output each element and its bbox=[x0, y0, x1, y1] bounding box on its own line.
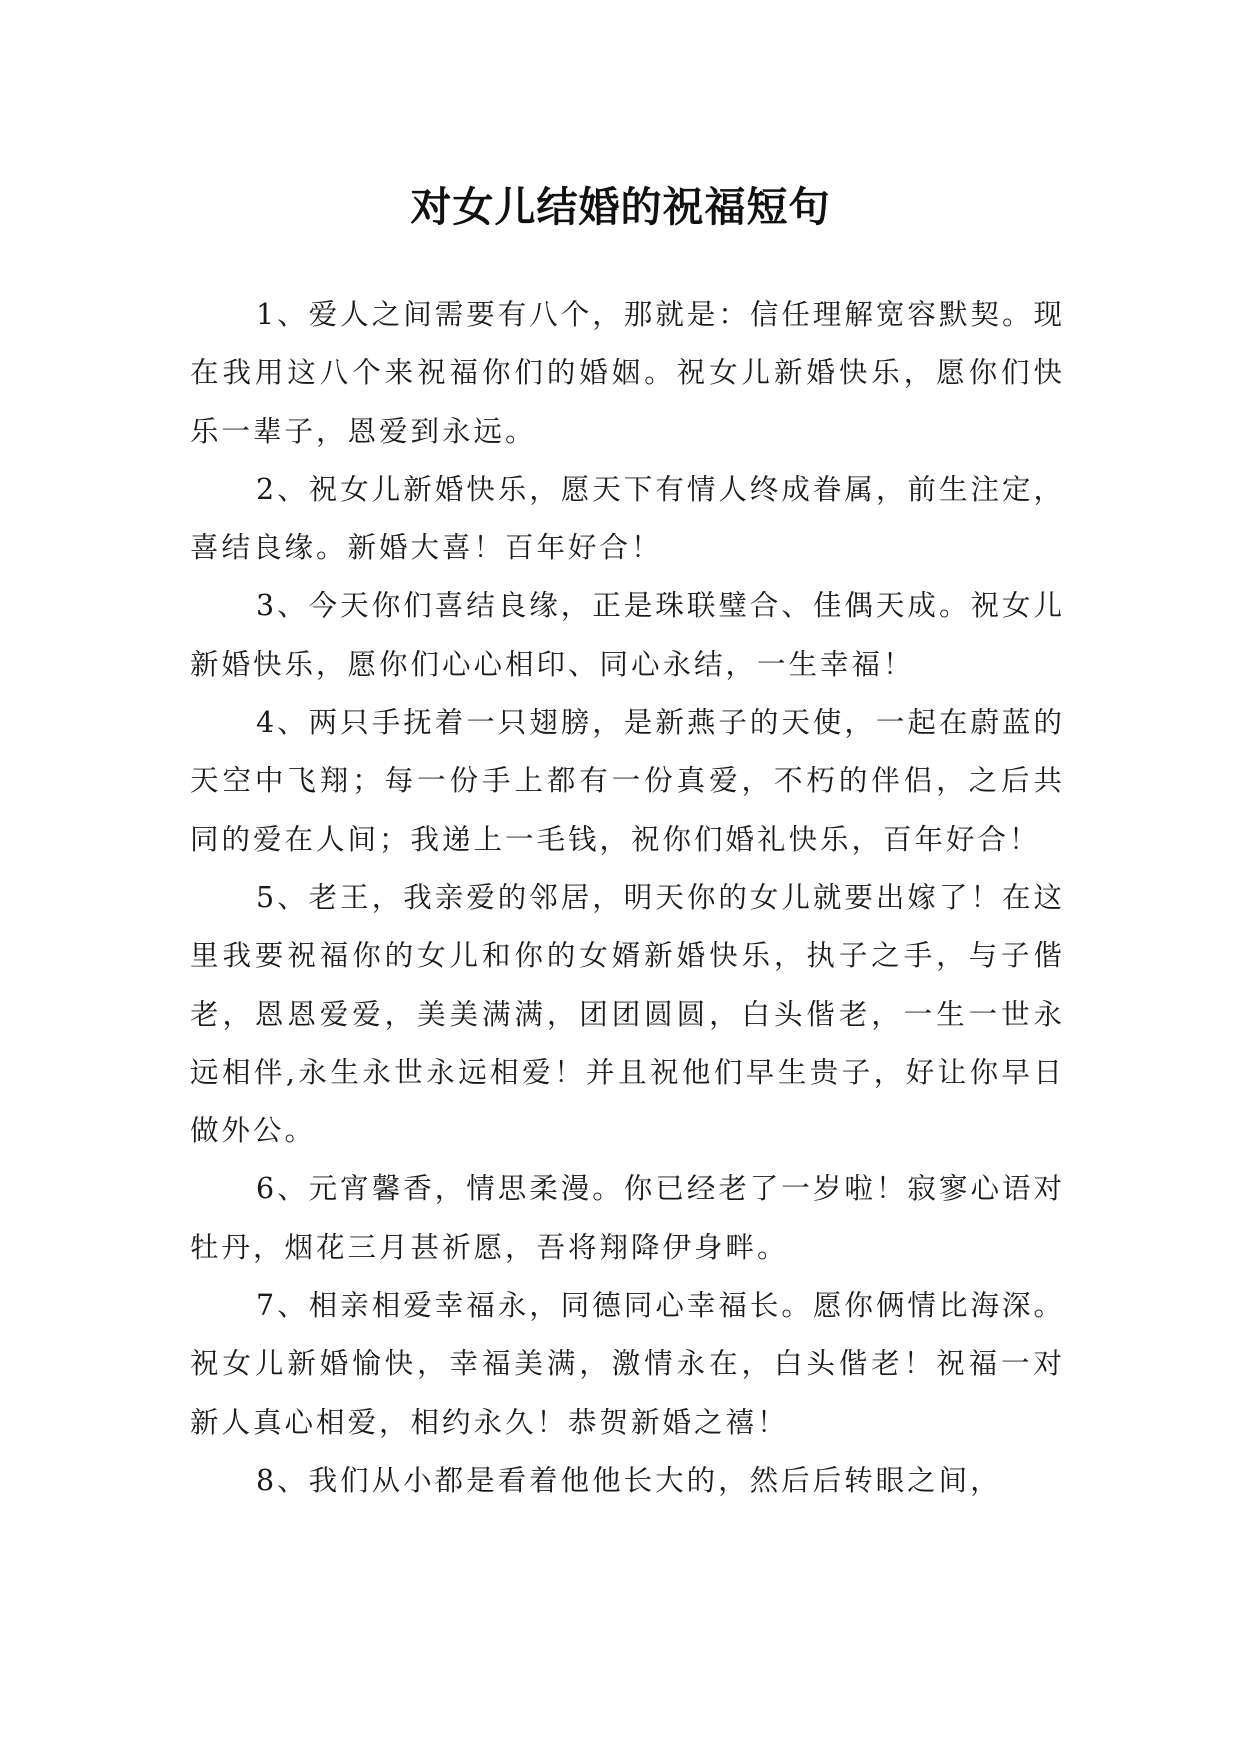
paragraph-7: 7、相亲相爱幸福永，同德同心幸福长。愿你俩情比海深。祝女儿新婚愉快，幸福美满，激情永在，白头偕老！祝福一对新人真心相爱，相约永久！恭贺新婚之禧！ bbox=[190, 1289, 1065, 1439]
document-title: 对女儿结婚的祝福短句 bbox=[410, 183, 831, 232]
paragraph-8: 8、我们从小都是看着他他长大的，然后后转眼之间， bbox=[256, 1463, 1002, 1497]
paragraph-3: 3、今天你们喜结良缘，正是珠联璧合、佳偶天成。祝女儿新婚快乐，愿你们心心相印、同心永结，一生幸福！ bbox=[190, 589, 1065, 681]
paragraph-2: 2、祝女儿新婚快乐，愿天下有情人终成眷属，前生注定，喜结良缘。新婚大喜！百年好合！ bbox=[190, 472, 1065, 565]
document-body bbox=[190, 286, 1065, 1510]
paragraph-6: 6、元宵馨香，情思柔漫。你已经老了一岁啦！寂寥心语对牡丹，烟花三月甚祈愿，吾将翔降伊身畔。 bbox=[190, 1172, 1065, 1264]
paragraph-5: 5、老王，我亲爱的邻居，明天你的女儿就要出嫁了！在这里我要祝福你的女儿和你的女婿新婚快乐，执子之手，与子偕老，恩恩爱爱，美美满满，团团圆圆，白头偕老，一生一世永远相伴,永生永世永远相爱！并且祝他们早生贵子，好让你早日做外公。 bbox=[190, 880, 1065, 1148]
paragraph-1: 1、爱人之间需要有八个，那就是：信任理解宽容默契。现在我用这八个来祝福你们的婚姻。祝女儿新婚快乐，愿你们快乐一辈子，恩爱到永远。 bbox=[190, 298, 1065, 448]
paragraph-4: 4、两只手抚着一只翅膀，是新燕子的天使，一起在蔚蓝的天空中飞翔；每一份手上都有一份真爱，不朽的伴侣，之后共同的爱在人间；我递上一毛钱，祝你们婚礼快乐，百年好合！ bbox=[190, 706, 1065, 856]
